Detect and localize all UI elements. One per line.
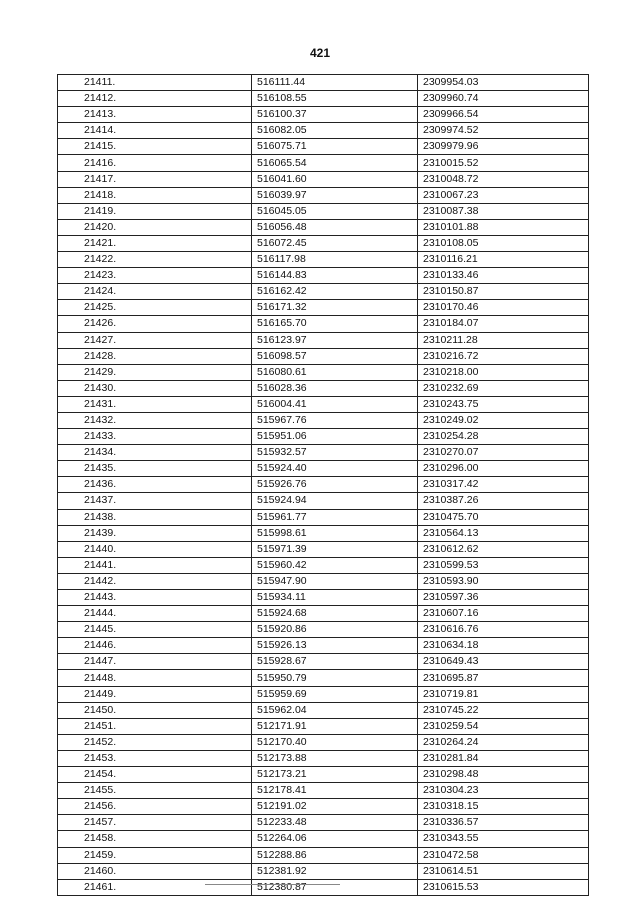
table-row	[58, 590, 589, 606]
point-number-cell: 21417.	[58, 171, 252, 187]
point-number-cell: 21449.	[58, 686, 252, 702]
y-coordinate-cell: 2310597.36	[418, 590, 589, 606]
x-coordinate-cell: 512191.02	[252, 799, 418, 815]
page-number: 421	[309, 46, 331, 60]
x-coordinate-cell: 516080.61	[252, 364, 418, 380]
point-number-cell: 21411.	[58, 75, 252, 91]
y-coordinate-cell: 2310719.81	[418, 686, 589, 702]
x-coordinate-cell: 516004.41	[252, 396, 418, 412]
point-number-cell: 21434.	[58, 445, 252, 461]
table-row	[58, 332, 589, 348]
point-number-cell: 21418.	[58, 187, 252, 203]
table-row	[58, 702, 589, 718]
y-coordinate-cell: 2310615.53	[418, 879, 589, 895]
point-number-cell: 21424.	[58, 284, 252, 300]
point-number-cell: 21430.	[58, 380, 252, 396]
x-coordinate-cell: 512233.48	[252, 815, 418, 831]
y-coordinate-cell: 2310649.43	[418, 654, 589, 670]
table-row	[58, 316, 589, 332]
point-number-cell: 21461.	[58, 879, 252, 895]
table-row	[58, 461, 589, 477]
x-coordinate-cell: 515932.57	[252, 445, 418, 461]
x-coordinate-cell: 512173.21	[252, 767, 418, 783]
x-coordinate-cell: 516123.97	[252, 332, 418, 348]
table-row	[58, 477, 589, 493]
table-row	[58, 412, 589, 428]
y-coordinate-cell: 2310387.26	[418, 493, 589, 509]
y-coordinate-cell: 2310101.88	[418, 219, 589, 235]
x-coordinate-cell: 516039.97	[252, 187, 418, 203]
y-coordinate-cell: 2310616.76	[418, 622, 589, 638]
point-number-cell: 21425.	[58, 300, 252, 316]
table-row	[58, 831, 589, 847]
point-number-cell: 21448.	[58, 670, 252, 686]
table-row	[58, 573, 589, 589]
point-number-cell: 21452.	[58, 734, 252, 750]
table-row	[58, 155, 589, 171]
table-row	[58, 847, 589, 863]
coordinate-table	[57, 74, 589, 896]
y-coordinate-cell: 2310015.52	[418, 155, 589, 171]
y-coordinate-cell: 2309974.52	[418, 123, 589, 139]
y-coordinate-cell: 2310254.28	[418, 429, 589, 445]
x-coordinate-cell: 516028.36	[252, 380, 418, 396]
table-row	[58, 300, 589, 316]
point-number-cell: 21458.	[58, 831, 252, 847]
x-coordinate-cell: 515998.61	[252, 525, 418, 541]
y-coordinate-cell: 2310270.07	[418, 445, 589, 461]
x-coordinate-cell: 516065.54	[252, 155, 418, 171]
y-coordinate-cell: 2310259.54	[418, 718, 589, 734]
y-coordinate-cell: 2309954.03	[418, 75, 589, 91]
x-coordinate-cell: 516082.05	[252, 123, 418, 139]
table-row	[58, 734, 589, 750]
y-coordinate-cell: 2310249.02	[418, 412, 589, 428]
y-coordinate-cell: 2310634.18	[418, 638, 589, 654]
point-number-cell: 21431.	[58, 396, 252, 412]
table-row	[58, 638, 589, 654]
table-row	[58, 396, 589, 412]
point-number-cell: 21438.	[58, 509, 252, 525]
y-coordinate-cell: 2310564.13	[418, 525, 589, 541]
y-coordinate-cell: 2310108.05	[418, 235, 589, 251]
table-row	[58, 815, 589, 831]
y-coordinate-cell: 2310264.24	[418, 734, 589, 750]
x-coordinate-cell: 515961.77	[252, 509, 418, 525]
point-number-cell: 21423.	[58, 268, 252, 284]
x-coordinate-cell: 512171.91	[252, 718, 418, 734]
table-row	[58, 235, 589, 251]
y-coordinate-cell: 2310150.87	[418, 284, 589, 300]
point-number-cell: 21446.	[58, 638, 252, 654]
y-coordinate-cell: 2310343.55	[418, 831, 589, 847]
y-coordinate-cell: 2309960.74	[418, 91, 589, 107]
table-row	[58, 268, 589, 284]
table-row	[58, 783, 589, 799]
x-coordinate-cell: 516045.05	[252, 203, 418, 219]
y-coordinate-cell: 2310133.46	[418, 268, 589, 284]
point-number-cell: 21436.	[58, 477, 252, 493]
x-coordinate-cell: 516144.83	[252, 268, 418, 284]
point-number-cell: 21441.	[58, 557, 252, 573]
table-row	[58, 219, 589, 235]
table-row	[58, 380, 589, 396]
point-number-cell: 21454.	[58, 767, 252, 783]
table-row	[58, 686, 589, 702]
x-coordinate-cell: 515934.11	[252, 590, 418, 606]
point-number-cell: 21422.	[58, 252, 252, 268]
point-number-cell: 21453.	[58, 750, 252, 766]
y-coordinate-cell: 2310243.75	[418, 396, 589, 412]
x-coordinate-cell: 515951.06	[252, 429, 418, 445]
table-row	[58, 525, 589, 541]
x-coordinate-cell: 516041.60	[252, 171, 418, 187]
point-number-cell: 21415.	[58, 139, 252, 155]
footer-divider	[205, 884, 340, 885]
y-coordinate-cell: 2309966.54	[418, 107, 589, 123]
x-coordinate-cell: 515962.04	[252, 702, 418, 718]
table-row	[58, 171, 589, 187]
point-number-cell: 21426.	[58, 316, 252, 332]
y-coordinate-cell: 2310318.15	[418, 799, 589, 815]
y-coordinate-cell: 2310475.70	[418, 509, 589, 525]
table-row	[58, 654, 589, 670]
table-row	[58, 187, 589, 203]
table-row	[58, 493, 589, 509]
point-number-cell: 21429.	[58, 364, 252, 380]
y-coordinate-cell: 2310593.90	[418, 573, 589, 589]
point-number-cell: 21413.	[58, 107, 252, 123]
point-number-cell: 21440.	[58, 541, 252, 557]
point-number-cell: 21439.	[58, 525, 252, 541]
y-coordinate-cell: 2310211.28	[418, 332, 589, 348]
point-number-cell: 21442.	[58, 573, 252, 589]
y-coordinate-cell: 2310745.22	[418, 702, 589, 718]
y-coordinate-cell: 2310116.21	[418, 252, 589, 268]
point-number-cell: 21445.	[58, 622, 252, 638]
x-coordinate-cell: 515926.76	[252, 477, 418, 493]
x-coordinate-cell: 515971.39	[252, 541, 418, 557]
table-row	[58, 107, 589, 123]
x-coordinate-cell: 512170.40	[252, 734, 418, 750]
x-coordinate-cell: 516072.45	[252, 235, 418, 251]
y-coordinate-cell: 2310472.58	[418, 847, 589, 863]
table-row	[58, 863, 589, 879]
x-coordinate-cell: 515960.42	[252, 557, 418, 573]
table-row	[58, 139, 589, 155]
table-row	[58, 622, 589, 638]
table-row	[58, 879, 589, 895]
table-row	[58, 284, 589, 300]
y-coordinate-cell: 2310614.51	[418, 863, 589, 879]
y-coordinate-cell: 2310048.72	[418, 171, 589, 187]
x-coordinate-cell: 515924.68	[252, 606, 418, 622]
y-coordinate-cell: 2309979.96	[418, 139, 589, 155]
point-number-cell: 21455.	[58, 783, 252, 799]
x-coordinate-cell: 516117.98	[252, 252, 418, 268]
table-row	[58, 91, 589, 107]
x-coordinate-cell: 515950.79	[252, 670, 418, 686]
table-row	[58, 364, 589, 380]
table-row	[58, 123, 589, 139]
x-coordinate-cell: 516111.44	[252, 75, 418, 91]
point-number-cell: 21427.	[58, 332, 252, 348]
point-number-cell: 21412.	[58, 91, 252, 107]
x-coordinate-cell: 515928.67	[252, 654, 418, 670]
table-row	[58, 429, 589, 445]
y-coordinate-cell: 2310317.42	[418, 477, 589, 493]
point-number-cell: 21447.	[58, 654, 252, 670]
table-row	[58, 557, 589, 573]
table-row	[58, 799, 589, 815]
table-row	[58, 203, 589, 219]
y-coordinate-cell: 2310296.00	[418, 461, 589, 477]
point-number-cell: 21419.	[58, 203, 252, 219]
y-coordinate-cell: 2310216.72	[418, 348, 589, 364]
y-coordinate-cell: 2310087.38	[418, 203, 589, 219]
x-coordinate-cell: 516162.42	[252, 284, 418, 300]
table-row	[58, 252, 589, 268]
table-row	[58, 75, 589, 91]
point-number-cell: 21460.	[58, 863, 252, 879]
point-number-cell: 21456.	[58, 799, 252, 815]
point-number-cell: 21451.	[58, 718, 252, 734]
y-coordinate-cell: 2310170.46	[418, 300, 589, 316]
point-number-cell: 21428.	[58, 348, 252, 364]
table-row	[58, 445, 589, 461]
x-coordinate-cell: 516171.32	[252, 300, 418, 316]
table-row	[58, 541, 589, 557]
point-number-cell: 21414.	[58, 123, 252, 139]
x-coordinate-cell: 515920.86	[252, 622, 418, 638]
y-coordinate-cell: 2310695.87	[418, 670, 589, 686]
x-coordinate-cell: 512380.87	[252, 879, 418, 895]
y-coordinate-cell: 2310067.23	[418, 187, 589, 203]
table-row	[58, 606, 589, 622]
y-coordinate-cell: 2310304.23	[418, 783, 589, 799]
point-number-cell: 21433.	[58, 429, 252, 445]
x-coordinate-cell: 512381.92	[252, 863, 418, 879]
y-coordinate-cell: 2310336.57	[418, 815, 589, 831]
x-coordinate-cell: 516075.71	[252, 139, 418, 155]
table-row	[58, 718, 589, 734]
table-row	[58, 509, 589, 525]
x-coordinate-cell: 516098.57	[252, 348, 418, 364]
x-coordinate-cell: 515924.94	[252, 493, 418, 509]
table-row	[58, 348, 589, 364]
table-row	[58, 750, 589, 766]
x-coordinate-cell: 515947.90	[252, 573, 418, 589]
x-coordinate-cell: 512173.88	[252, 750, 418, 766]
point-number-cell: 21450.	[58, 702, 252, 718]
y-coordinate-cell: 2310281.84	[418, 750, 589, 766]
y-coordinate-cell: 2310232.69	[418, 380, 589, 396]
point-number-cell: 21437.	[58, 493, 252, 509]
x-coordinate-cell: 516108.55	[252, 91, 418, 107]
point-number-cell: 21444.	[58, 606, 252, 622]
point-number-cell: 21416.	[58, 155, 252, 171]
point-number-cell: 21443.	[58, 590, 252, 606]
y-coordinate-cell: 2310298.48	[418, 767, 589, 783]
y-coordinate-cell: 2310599.53	[418, 557, 589, 573]
x-coordinate-cell: 516056.48	[252, 219, 418, 235]
point-number-cell: 21459.	[58, 847, 252, 863]
point-number-cell: 21420.	[58, 219, 252, 235]
x-coordinate-cell: 512288.86	[252, 847, 418, 863]
x-coordinate-cell: 516100.37	[252, 107, 418, 123]
point-number-cell: 21435.	[58, 461, 252, 477]
y-coordinate-cell: 2310612.62	[418, 541, 589, 557]
x-coordinate-cell: 512178.41	[252, 783, 418, 799]
x-coordinate-cell: 516165.70	[252, 316, 418, 332]
table-row	[58, 670, 589, 686]
y-coordinate-cell: 2310218.00	[418, 364, 589, 380]
point-number-cell: 21457.	[58, 815, 252, 831]
x-coordinate-cell: 515959.69	[252, 686, 418, 702]
y-coordinate-cell: 2310184.07	[418, 316, 589, 332]
point-number-cell: 21421.	[58, 235, 252, 251]
table-row	[58, 767, 589, 783]
point-number-cell: 21432.	[58, 412, 252, 428]
x-coordinate-cell: 515926.13	[252, 638, 418, 654]
y-coordinate-cell: 2310607.16	[418, 606, 589, 622]
coordinate-table-body	[58, 75, 589, 896]
x-coordinate-cell: 515924.40	[252, 461, 418, 477]
x-coordinate-cell: 515967.76	[252, 412, 418, 428]
x-coordinate-cell: 512264.06	[252, 831, 418, 847]
